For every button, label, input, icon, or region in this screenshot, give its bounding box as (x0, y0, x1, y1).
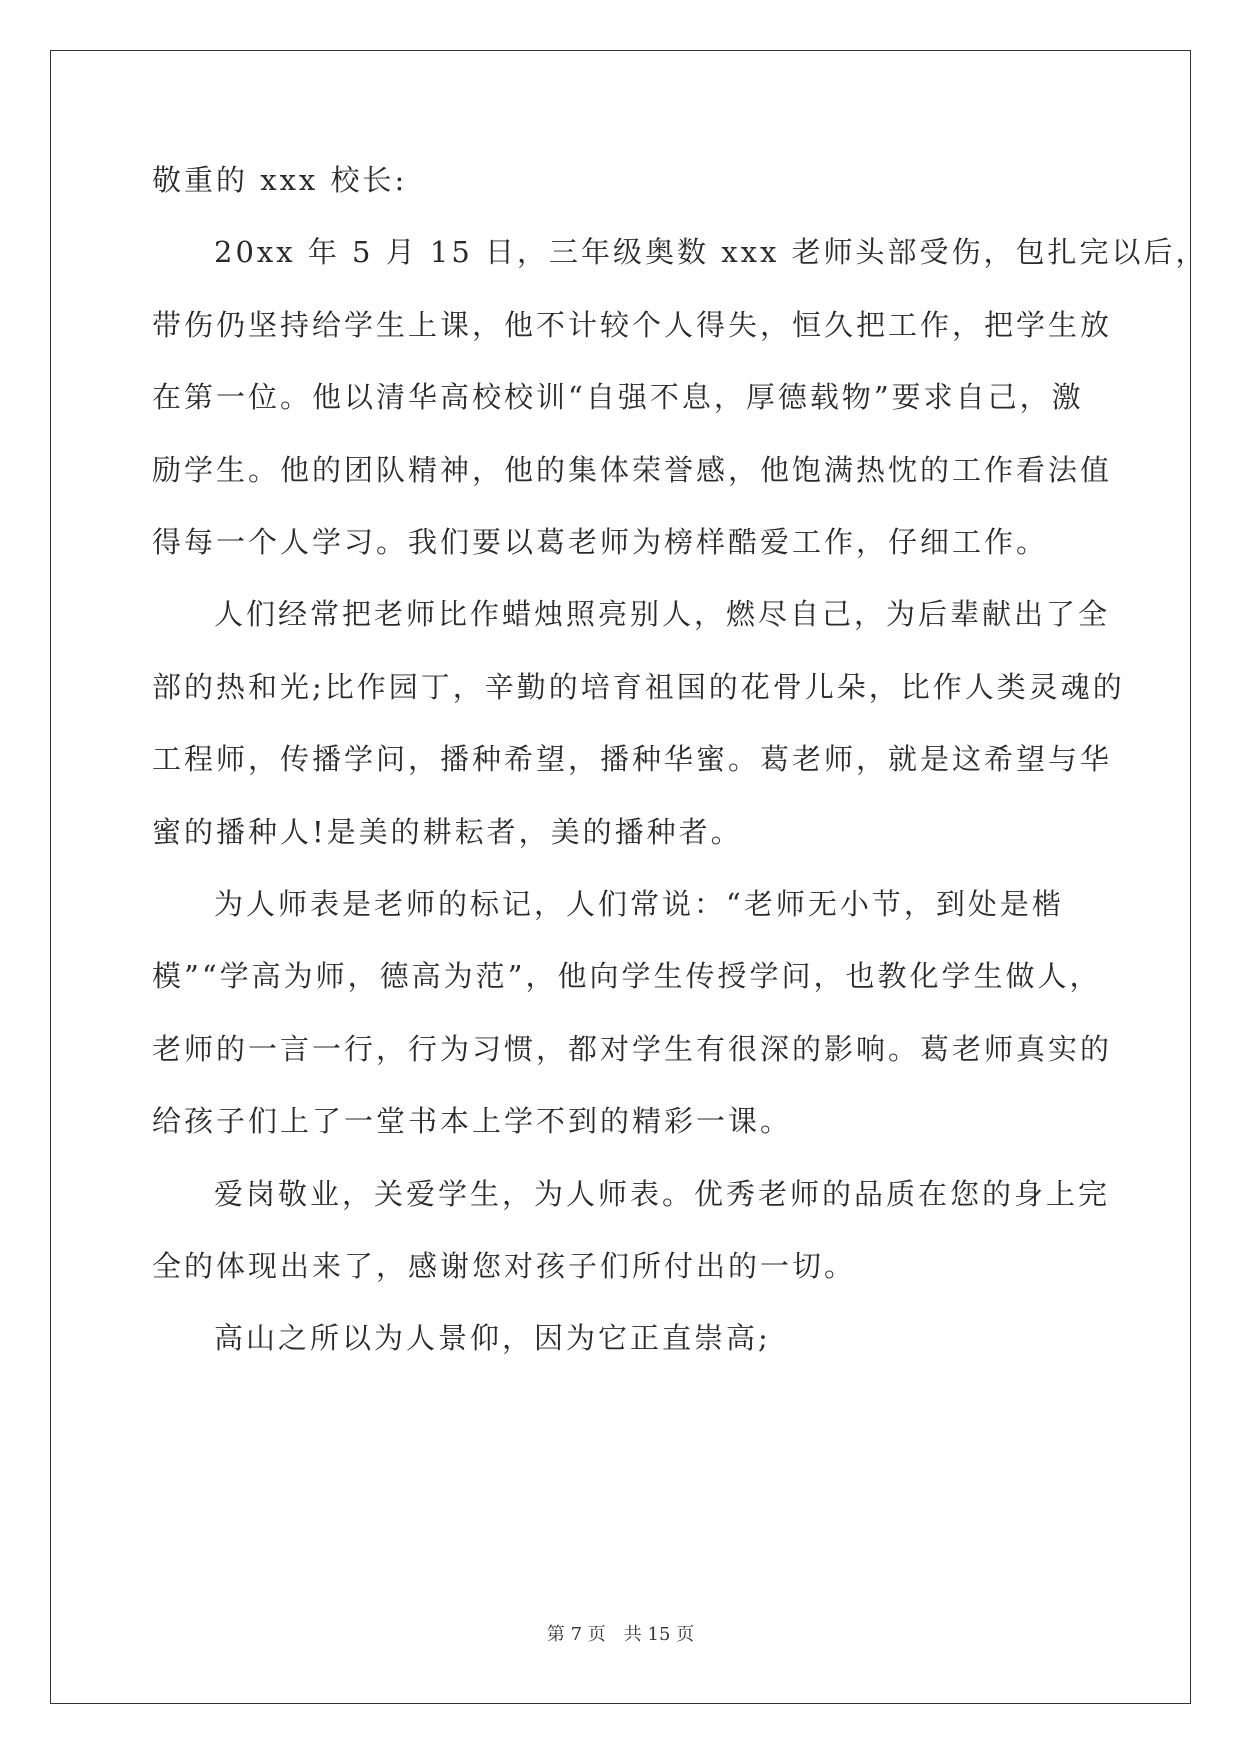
text-line: 带伤仍坚持给学生上课，他不计较个人得失，恒久把工作，把学生放 (152, 308, 1113, 342)
text-line: 工程师，传播学问，播种希望，播种华蜜。葛老师，就是这希望与华 (152, 742, 1113, 776)
text-line: 20xx 年 5 月 15 日，三年级奥数 xxx 老师头部受伤，包扎完以后， (214, 235, 1208, 269)
salutation-line: 敬重的 xxx 校长: (152, 163, 408, 197)
text-line: 爱岗敬业，关爱学生，为人师表。优秀老师的品质在您的身上完 (214, 1177, 1111, 1211)
page-number: 第 7 页 (546, 1624, 606, 1645)
text-line: 给孩子们上了一堂书本上学不到的精彩一课。 (152, 1104, 793, 1138)
text-line: 高山之所以为人景仰，因为它正直崇高; (214, 1321, 771, 1355)
page-border (50, 50, 1191, 1704)
page-total: 共 15 页 (623, 1624, 695, 1645)
text-line: 励学生。他的团队精神，他的集体荣誉感，他饱满热忱的工作看法值 (152, 453, 1113, 487)
text-line: 全的体现出来了，感谢您对孩子们所付出的一切。 (152, 1249, 857, 1283)
text-line: 老师的一言一行，行为习惯，都对学生有很深的影响。葛老师真实的 (152, 1032, 1113, 1066)
text-line: 得每一个人学习。我们要以葛老师为榜样酷爱工作，仔细工作。 (152, 525, 1049, 559)
text-line: 人们经常把老师比作蜡烛照亮别人，燃尽自己，为后辈献出了全 (214, 597, 1111, 631)
text-line: 模”“学高为师，德高为范”，他向学生传授学问，也教化学生做人， (152, 959, 1102, 993)
text-line: 为人师表是老师的标记，人们常说：“老师无小节，到处是楷 (214, 887, 1064, 921)
text-line: 在第一位。他以清华高校校训“自强不息，厚德载物”要求自己，激 (152, 380, 1084, 414)
text-line: 蜜的播种人!是美的耕耘者，美的播种者。 (152, 815, 743, 849)
page-footer (0, 1620, 1241, 1646)
text-line: 部的热和光;比作园丁，辛勤的培育祖国的花骨儿朵，比作人类灵魂的 (152, 670, 1125, 704)
